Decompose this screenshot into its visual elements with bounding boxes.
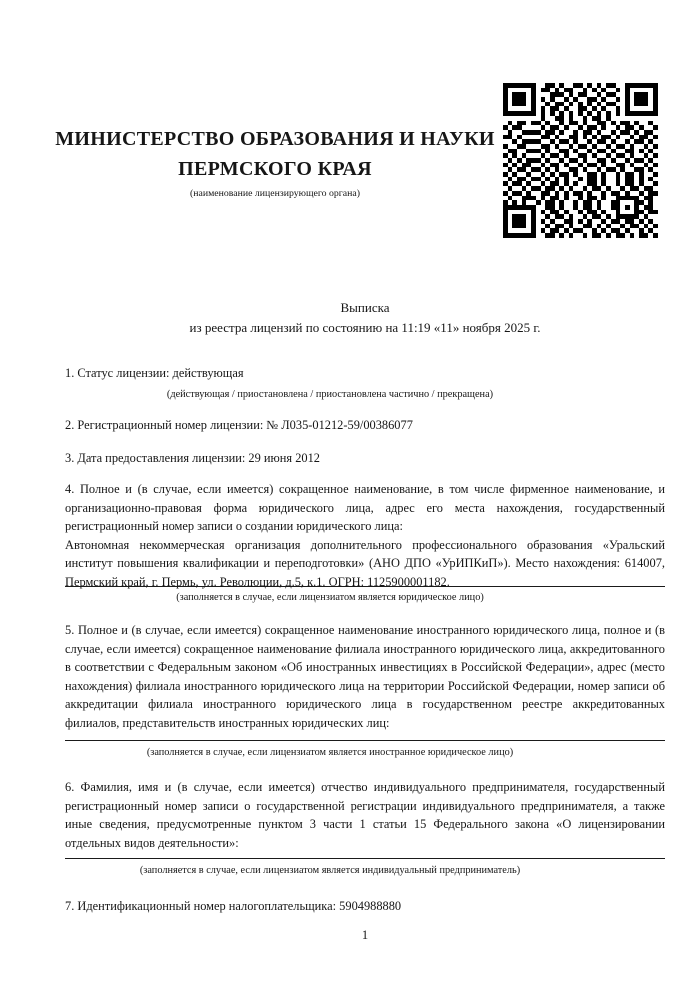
item-5-foreign-entity: [65, 621, 665, 733]
item-6-text: 6. Фамилия, имя и (в случае, если имеется) отчество индивидуального предпринимателя, государственный регистрационный номер записи о государственной регистрации индивидуального предпринимателя, а также иные сведения, предусмотренные пунктом 3 части 1 статьи 15 Федерального закона «О лицензировании отдельных видов деятельности»:: [65, 780, 665, 850]
licensing-authority-caption: (наименование лицензирующего органа): [189, 188, 360, 199]
ministry-name-line2: ПЕРМСКОГО КРАЯ: [178, 158, 372, 180]
document-title: Выписка: [340, 300, 390, 315]
qr-code: [503, 83, 658, 238]
item-4-legal-entity: [65, 480, 665, 592]
item-7-text: 7. Идентификационный номер налогоплательщика: 5904988880: [65, 899, 402, 913]
page-number: 1: [361, 928, 369, 942]
document-title-block: [65, 298, 665, 338]
item-2-registration-number: [65, 416, 665, 435]
document-subtitle: из реестра лицензий по состоянию на 11:19 «11» ноября 2025 г.: [189, 320, 541, 335]
item-5-caption: (заполняется в случае, если лицензиатом является иностранное юридическое лицо): [146, 747, 514, 758]
item-7-taxpayer-number: [65, 897, 665, 916]
item-6-individual-entrepreneur: [65, 778, 665, 852]
licensing-authority-header: [55, 124, 495, 201]
item-6-rule: [65, 858, 665, 859]
item-1-caption: (действующая / приостановлена / приостановлена частично / прекращена): [166, 389, 494, 400]
item-1-license-status: [65, 364, 665, 383]
item-4-value: Автономная некоммерческая организация дополнительного профессионального образования «Уральский институт повышения квалификации и переподготовки» (АНО ДПО «УрИПКиП»). Место нахождения: 614007, Пермский край, г. Пермь, ул. Революции, д.5, к.1. ОГРН: 1125900001182.: [65, 537, 665, 589]
item-2-text: 2. Регистрационный номер лицензии: № Л035-01212-59/00386077: [65, 418, 413, 432]
item-5-text: 5. Полное и (в случае, если имеется) сокращенное наименование иностранного юридического лица, полное и (в случае, если имеется) сокращенное наименование филиала иностранного юридического лица, аккредитованного в соответствии с Федеральным законом «Об иностранных инвестициях в Российской Федерации», адрес (место нахождения) филиала иностранного юридического лица на территории Российской Федерации, номер записи об аккредитации филиала иностранного юридического лица в государственном реестре аккредитованных филиалов, представительств иностранных юридических лиц:: [65, 623, 665, 730]
item-6-caption: (заполняется в случае, если лицензиатом является индивидуальный предприниматель): [139, 865, 521, 876]
item-3-grant-date: [65, 449, 665, 468]
item-4-text: 4. Полное и (в случае, если имеется) сокращенное наименование, в том числе фирменное наименование, и организационно-правовая форма юридического лица, адрес его места нахождения, государственный регистрационный номер записи о создании юридического лица:: [65, 482, 665, 534]
item-5-rule: [65, 740, 665, 741]
item-4-rule: [65, 586, 665, 587]
item-3-text: 3. Дата предоставления лицензии: 29 июня 2012: [65, 451, 321, 465]
item-4-caption: (заполняется в случае, если лицензиатом является юридическое лицо): [176, 592, 484, 603]
item-1-text: 1. Статус лицензии: действующая: [65, 366, 244, 380]
ministry-name-line1: МИНИСТЕРСТВО ОБРАЗОВАНИЯ И НАУКИ: [55, 128, 495, 150]
